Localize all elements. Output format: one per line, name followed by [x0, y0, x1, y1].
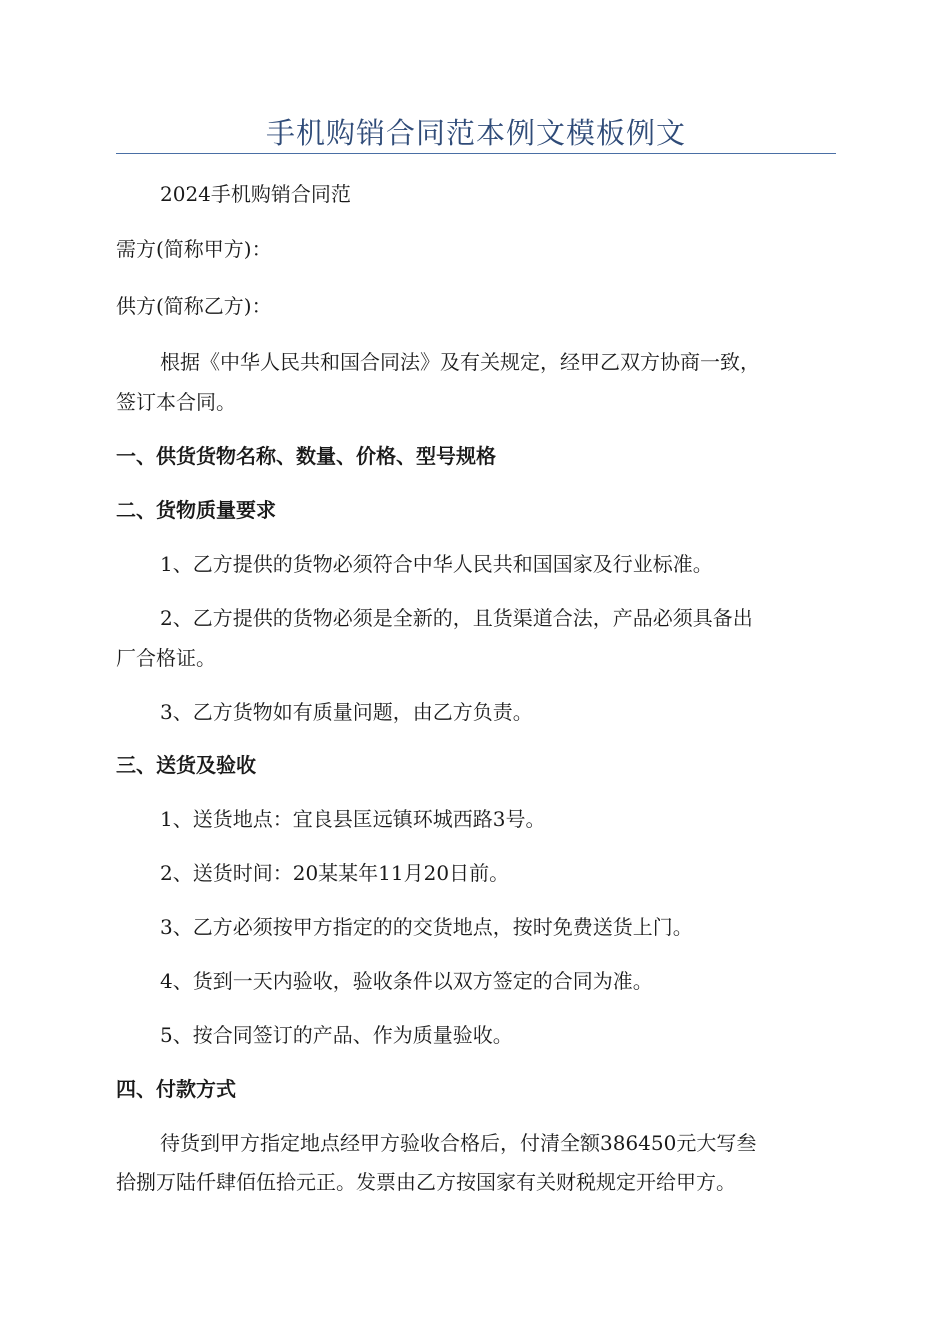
delivery-item-3: 3、乙方必须按甲方指定的的交货地点，按时免费送货上门。: [160, 915, 693, 939]
buyer-field: 需方(简称甲方)：: [116, 237, 272, 261]
delivery-item-4: 4、货到一天内验收，验收条件以双方签定的合同为准。: [160, 969, 653, 993]
preamble-line-1: 根据《中华人民共和国合同法》及有关规定，经甲乙双方协商一致，: [160, 350, 760, 374]
section-heading-1: 一、供货货物名称、数量、价格、型号规格: [116, 444, 496, 468]
quality-item-2-line-2: 厂合格证。: [116, 646, 216, 670]
supplier-field: 供方(简称乙方)：: [116, 294, 272, 318]
quality-item-2-line-1: 2、乙方提供的货物必须是全新的，且货渠道合法，产品必须具备出: [160, 606, 753, 630]
delivery-item-5: 5、按合同签订的产品、作为质量验收。: [160, 1023, 513, 1047]
payment-line-2: 拾捌万陆仟肆佰伍拾元正。发票由乙方按国家有关财税规定开给甲方。: [116, 1170, 736, 1194]
preamble-line-2: 签订本合同。: [116, 390, 236, 414]
title-underline: [116, 153, 836, 154]
delivery-item-2: 2、送货时间：20某某年11月20日前。: [160, 861, 510, 885]
section-heading-3: 三、送货及验收: [116, 753, 256, 777]
payment-line-1: 待货到甲方指定地点经甲方验收合格后，付清全额386450元大写叁: [160, 1131, 757, 1155]
quality-item-3: 3、乙方货物如有质量问题，由乙方负责。: [160, 700, 533, 724]
document-title: 手机购销合同范本例文模板例文: [265, 116, 686, 150]
subtitle-line: 2024手机购销合同范: [160, 182, 351, 206]
section-heading-4: 四、付款方式: [116, 1077, 236, 1101]
quality-item-1: 1、乙方提供的货物必须符合中华人民共和国国家及行业标准。: [160, 552, 713, 576]
section-heading-2: 二、货物质量要求: [116, 498, 276, 522]
delivery-item-1: 1、送货地点：宜良县匡远镇环城西路3号。: [160, 807, 546, 831]
